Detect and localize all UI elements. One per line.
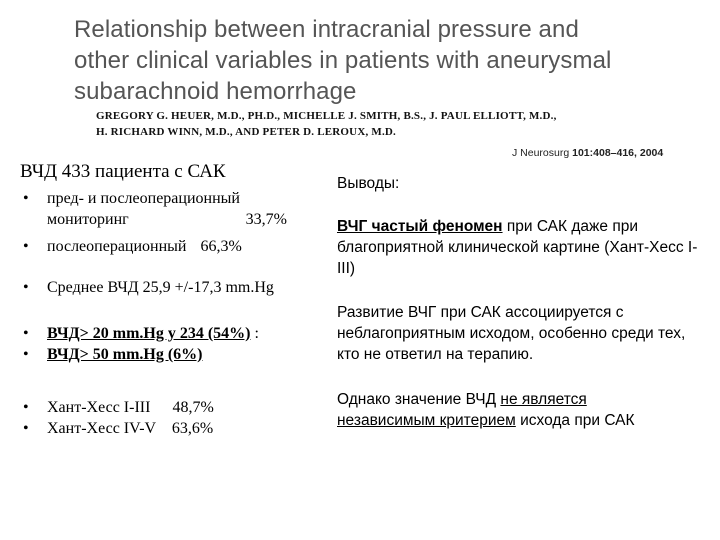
paper-authors	[96, 108, 656, 140]
bullet-marker: •	[23, 420, 29, 437]
bullet-marker: •	[23, 190, 29, 207]
left-heading: ВЧД 433 пациента с САК	[20, 161, 226, 182]
bullet-marker: •	[23, 238, 29, 255]
citation-detail: 101:408–416, 2004	[572, 147, 664, 159]
bullet-marker: •	[23, 399, 29, 416]
list-item	[20, 323, 330, 344]
list-item	[20, 397, 330, 418]
monitoring-value: 33,7%	[245, 211, 287, 228]
list-item	[20, 418, 330, 439]
conclusion-paragraph-2: Развитие ВЧГ при САК ассоциируется с неблагоприятным исходом, особенно среди тех, кто не ответил на терапию.	[337, 304, 686, 363]
hunt-hess-1-3-value: 48,7%	[172, 399, 214, 416]
bullet-group-icp-thresholds	[20, 323, 330, 365]
authors-line-2: H. RICHARD WINN, M.D., AND PETER D. LEROUX, M.D.	[96, 126, 396, 138]
conclusion-3-part-1: Однако значение ВЧД	[337, 391, 501, 408]
list-item	[20, 236, 320, 257]
journal-citation	[512, 147, 663, 159]
postop-label: послеоперационный	[47, 238, 187, 255]
list-item	[20, 277, 330, 298]
bullet-marker: •	[23, 325, 29, 342]
paper-title: Relationship between intracranial pressure and other clinical variables in patients with aneurysmal subarachnoid hemorrhage	[74, 16, 612, 105]
hunt-hess-1-3-label: Хант-Хесс I-III	[47, 399, 151, 416]
conclusion-3-part-2: исхода при САК	[515, 412, 635, 429]
hunt-hess-4-5-label: Хант-Хесс IV-V	[47, 420, 156, 437]
list-item	[20, 188, 320, 230]
icp-over-20: ВЧД> 20 mm.Hg у 234 (54%)	[47, 325, 251, 342]
postop-value: 66,3%	[200, 238, 242, 255]
bullet-group-monitoring	[20, 188, 320, 257]
bullet-group-hunt-hess	[20, 397, 330, 439]
monitoring-line-1: пред- и послеоперационный	[47, 190, 240, 207]
bullet-marker: •	[23, 346, 29, 363]
icp-over-20-suffix: :	[250, 325, 259, 342]
conclusion-paragraph-3	[337, 389, 707, 431]
bullet-group-mean-icp	[20, 277, 330, 298]
list-item	[20, 344, 330, 365]
icp-over-50: ВЧД> 50 mm.Hg (6%)	[47, 346, 203, 363]
conclusion-3-underlined-1: не является	[500, 391, 587, 408]
bullet-marker: •	[23, 279, 29, 296]
conclusions-heading: Выводы:	[337, 175, 400, 192]
conclusion-1-underlined: ВЧГ частый феномен	[337, 218, 503, 235]
conclusion-3-underlined-2: независимым критерием	[337, 412, 516, 429]
conclusion-paragraph-1	[337, 216, 707, 279]
authors-line-1: GREGORY G. HEUER, M.D., PH.D., MICHELLE J. SMITH, B.S., J. PAUL ELLIOTT, M.D.,	[96, 110, 557, 122]
conclusion-1-rest: при САК даже при благоприятной клинической картине (Хант-Хесс I-III)	[337, 218, 698, 277]
mean-icp-text: Среднее ВЧД 25,9 +/-17,3 mm.Hg	[47, 279, 274, 296]
journal-name: J Neurosurg	[512, 147, 570, 159]
hunt-hess-4-5-value: 63,6%	[171, 420, 214, 437]
monitoring-line-2: мониторинг	[47, 211, 129, 228]
